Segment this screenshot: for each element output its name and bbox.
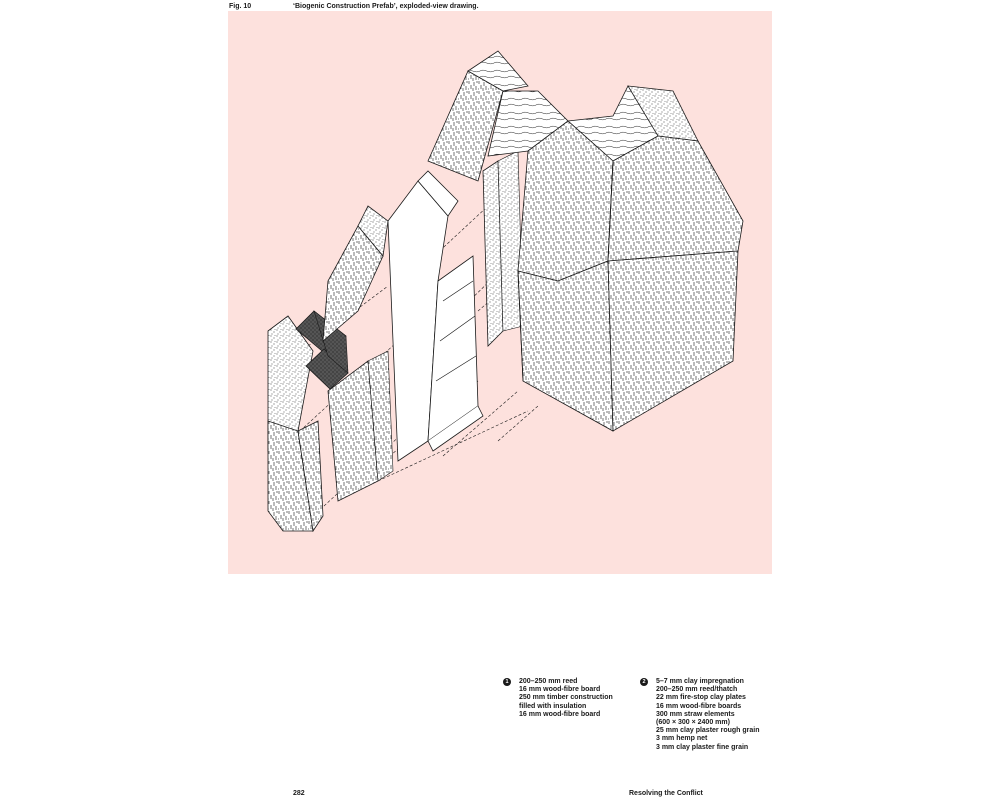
exploded-view-drawing	[228, 11, 772, 574]
legend-line: 16 mm wood-fibre board	[519, 686, 601, 694]
page-number: 282	[293, 790, 305, 797]
running-title: Resolving the Conflict	[629, 790, 703, 797]
legend-line: filled with insulation	[519, 702, 587, 710]
legend-line: 200–250 mm reed/thatch	[656, 686, 738, 694]
legend-line: 300 mm straw elements	[656, 710, 735, 718]
figure-title: ‘Biogenic Construction Prefab’, exploded-view drawing.	[293, 3, 479, 10]
legend-line: 200–250 mm reed	[519, 678, 578, 685]
layer-stipple-board	[483, 151, 523, 346]
legend-line: (600 × 300 × 2400 mm)	[656, 718, 730, 726]
legend-line: 25 mm clay plaster rough grain	[656, 727, 760, 735]
legend-line: 22 mm fire-stop clay plates	[656, 694, 746, 702]
layer-outer-reed-front	[268, 316, 323, 531]
figure-panel	[228, 11, 772, 574]
legend-number-badge: 2	[640, 678, 648, 686]
figure-label: Fig. 10	[229, 3, 252, 10]
legend-line: 5–7 mm clay impregnation	[656, 678, 744, 685]
legend-line: 3 mm clay plaster fine grain	[656, 743, 749, 751]
legend-number-badge: 1	[503, 678, 511, 686]
legend-line: 16 mm wood-fibre board	[519, 710, 601, 718]
legend-line: 3 mm hemp net	[656, 735, 708, 743]
legend-line: 250 mm timber construction	[519, 694, 613, 702]
legend-line: 16 mm wood-fibre boards	[656, 702, 742, 710]
layer-timber-frame	[388, 171, 483, 461]
